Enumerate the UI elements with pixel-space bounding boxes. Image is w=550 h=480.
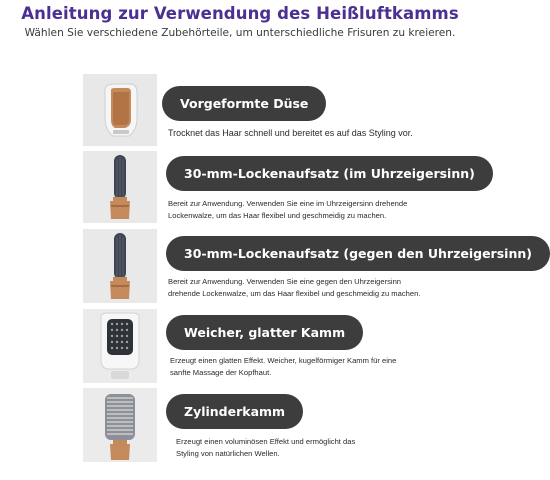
item-5-description-line1: Erzeugt einen voluminösen Effekt und ermöglicht das — [176, 437, 356, 446]
item-1-description-line1: Trocknet das Haar schnell und bereitet es auf das Styling vor. — [168, 128, 413, 138]
smoothing-brush-image — [83, 309, 157, 383]
round-brush-icon — [83, 388, 157, 462]
pre-shaped-nozzle-icon — [83, 74, 157, 146]
item-4-description-line1: Erzeugt einen glatten Effekt. Weicher, kugelförmiger Kamm für eine — [170, 356, 397, 365]
round-brush-image — [83, 388, 157, 462]
barrel-ccw-image — [83, 229, 157, 303]
item-2-description-line2: Lockenwalze, um das Haar flexibel und geschmeidig zu machen. — [168, 210, 387, 220]
item-4-title-pill: Weicher, glatter Kamm — [166, 315, 363, 350]
item-3-description-line1: Bereit zur Anwendung. Verwenden Sie eine gegen den Uhrzeigersinn — [168, 277, 402, 286]
page-title: Anleitung zur Verwendung des Heißluftkamms — [21, 4, 459, 23]
item-3-title-pill: 30-mm-Lockenaufsatz (gegen den Uhrzeigersinn) — [166, 236, 550, 271]
item-3-description — [168, 276, 420, 299]
item-2-description-line1: Bereit zur Anwendung. Verwenden Sie eine im Uhrzeigersinn drehende — [168, 199, 408, 208]
item-5-description — [176, 436, 355, 459]
item-5-title-pill: Zylinderkamm — [166, 394, 303, 429]
item-1-title-pill: Vorgeformte Düse — [162, 86, 326, 121]
curling-barrel-clockwise-icon — [83, 151, 157, 223]
item-4-description-line2: sanfte Massage der Kopfhaut. — [170, 367, 272, 377]
item-2-title-pill: 30-mm-Lockenaufsatz (im Uhrzeigersinn) — [166, 156, 493, 191]
curling-barrel-counterclockwise-icon — [83, 229, 157, 303]
item-1-description — [168, 128, 413, 140]
nozzle-image — [83, 74, 157, 146]
smoothing-brush-icon — [83, 309, 157, 383]
item-5-description-line2: Styling von natürlichen Wellen. — [176, 448, 280, 458]
item-3-description-line2: drehende Lockenwalze, um das Haar flexibel und geschmeidig zu machen. — [168, 288, 421, 298]
item-2-description — [168, 198, 407, 221]
page-subtitle: Wählen Sie verschiedene Zubehörteile, um unterschiedliche Frisuren zu kreieren. — [24, 27, 456, 39]
item-4-description — [170, 355, 396, 378]
barrel-cw-image — [83, 151, 157, 223]
